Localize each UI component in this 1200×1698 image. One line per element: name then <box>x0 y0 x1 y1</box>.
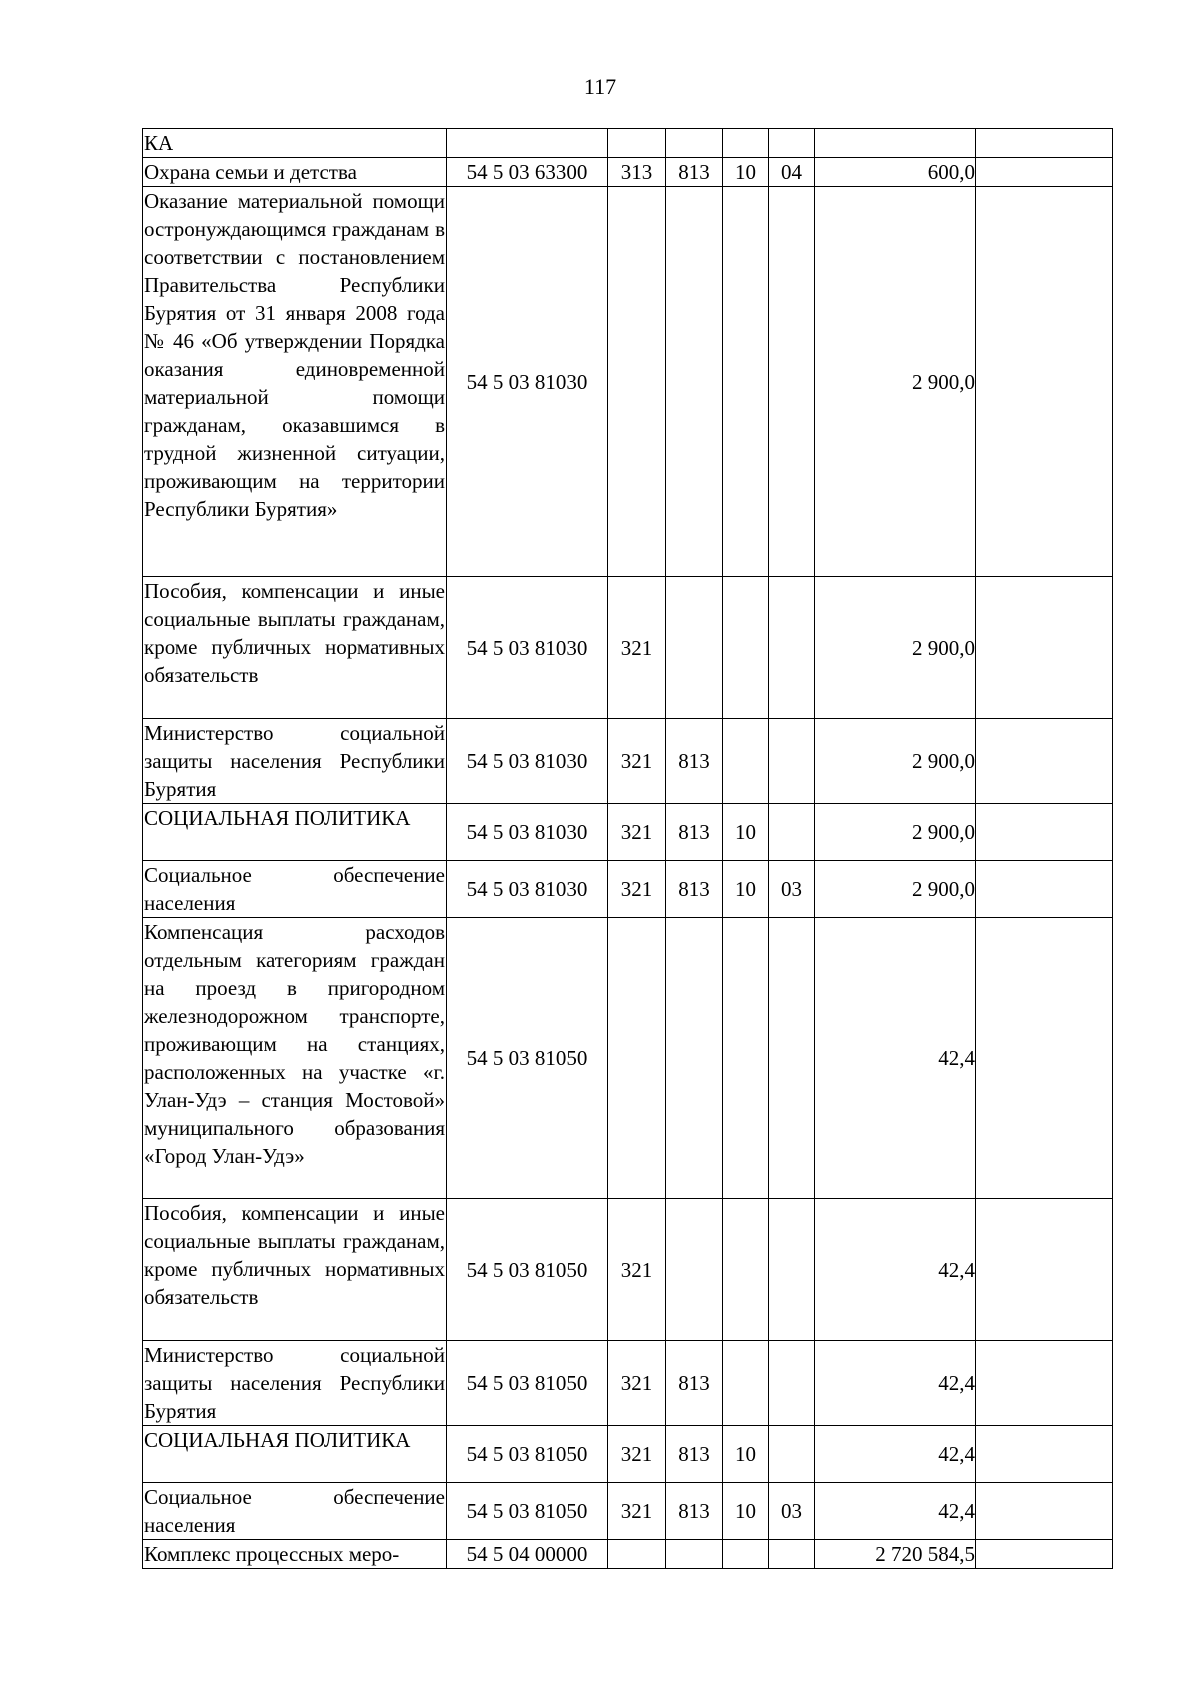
subsection-cell <box>769 129 815 158</box>
administrator-cell: 813 <box>666 1426 723 1483</box>
amount-cell: 42,4 <box>815 918 976 1199</box>
amount-cell: 600,0 <box>815 158 976 187</box>
expense-type-cell: 321 <box>608 719 666 804</box>
subsection-cell <box>769 1199 815 1341</box>
section-cell <box>723 1341 769 1426</box>
subsection-cell: 03 <box>769 1483 815 1540</box>
amount-cell: 42,4 <box>815 1426 976 1483</box>
name-cell: СОЦИАЛЬНАЯ ПОЛИТИКА <box>143 1426 447 1483</box>
section-cell: 10 <box>723 804 769 861</box>
section-cell <box>723 577 769 719</box>
budget-table <box>142 128 1113 1569</box>
page-number: 117 <box>583 74 617 99</box>
expense-type-cell <box>608 918 666 1199</box>
empty-cell <box>976 158 1113 187</box>
amount-cell: 2 900,0 <box>815 577 976 719</box>
budget-table-body <box>143 129 1113 1569</box>
section-cell: 10 <box>723 861 769 918</box>
empty-cell <box>976 1426 1113 1483</box>
amount-cell: 2 720 584,5 <box>815 1540 976 1569</box>
table-row <box>143 158 1113 187</box>
table-row <box>143 1341 1113 1426</box>
table-row <box>143 1540 1113 1569</box>
table-row <box>143 918 1113 1199</box>
administrator-cell: 813 <box>666 1341 723 1426</box>
administrator-cell <box>666 918 723 1199</box>
name-cell: Компенсация расходов отдельным категориям граждан на проезд в пригородном железнодорожном транспорте, проживающим на станциях, расположенных на участке «г. Улан-Удэ – станция Мостовой» муниципального образования «Город Улан-Удэ» <box>143 918 447 1199</box>
target-article-cell: 54 5 03 81050 <box>447 918 608 1199</box>
target-article-cell: 54 5 03 81030 <box>447 861 608 918</box>
amount-cell: 2 900,0 <box>815 804 976 861</box>
subsection-cell <box>769 918 815 1199</box>
target-article-cell: 54 5 03 81030 <box>447 804 608 861</box>
administrator-cell <box>666 1540 723 1569</box>
subsection-cell <box>769 187 815 577</box>
section-cell: 10 <box>723 158 769 187</box>
name-cell: Социальное обеспечение населения <box>143 1483 447 1540</box>
amount-cell <box>815 129 976 158</box>
expense-type-cell <box>608 187 666 577</box>
empty-cell <box>976 129 1113 158</box>
name-cell: КА <box>143 129 447 158</box>
amount-cell: 2 900,0 <box>815 187 976 577</box>
expense-type-cell: 321 <box>608 861 666 918</box>
empty-cell <box>976 187 1113 577</box>
name-cell: Оказание материальной помощи остронуждающимся гражданам в соответствии с постановлением Правительства Республики Бурятия от 31 января 2008 года № 46 «Об утверждении Порядка оказания единовременной материальной помощи гражданам, оказавшимся в трудной жизненной ситуации, проживающим на территории Республики Бурятия» <box>143 187 447 577</box>
subsection-cell: 03 <box>769 861 815 918</box>
amount-cell: 42,4 <box>815 1341 976 1426</box>
section-cell <box>723 1199 769 1341</box>
target-article-cell: 54 5 03 81050 <box>447 1341 608 1426</box>
name-cell: Пособия, компенсации и иные социальные выплаты гражданам, кроме публичных нормативных обязательств <box>143 577 447 719</box>
subsection-cell <box>769 1540 815 1569</box>
section-cell <box>723 918 769 1199</box>
amount-cell: 42,4 <box>815 1483 976 1540</box>
target-article-cell: 54 5 03 81050 <box>447 1483 608 1540</box>
expense-type-cell: 321 <box>608 1483 666 1540</box>
table-row <box>143 1483 1113 1540</box>
expense-type-cell: 321 <box>608 804 666 861</box>
name-cell: Пособия, компенсации и иные социальные выплаты гражданам, кроме публичных нормативных обязательств <box>143 1199 447 1341</box>
administrator-cell: 813 <box>666 804 723 861</box>
target-article-cell: 54 5 03 63300 <box>447 158 608 187</box>
administrator-cell <box>666 129 723 158</box>
subsection-cell <box>769 1341 815 1426</box>
section-cell <box>723 1540 769 1569</box>
name-cell: СОЦИАЛЬНАЯ ПОЛИТИКА <box>143 804 447 861</box>
section-cell <box>723 129 769 158</box>
amount-cell: 2 900,0 <box>815 719 976 804</box>
name-cell: Социальное обеспечение населения <box>143 861 447 918</box>
subsection-cell <box>769 804 815 861</box>
administrator-cell: 813 <box>666 158 723 187</box>
empty-cell <box>976 1199 1113 1341</box>
name-cell: Комплекс процессных меро- <box>143 1540 447 1569</box>
administrator-cell: 813 <box>666 1483 723 1540</box>
name-cell: Министерство социальной защиты населения Республики Бурятия <box>143 719 447 804</box>
subsection-cell <box>769 577 815 719</box>
subsection-cell <box>769 719 815 804</box>
target-article-cell: 54 5 03 81030 <box>447 719 608 804</box>
administrator-cell <box>666 577 723 719</box>
target-article-cell: 54 5 03 81050 <box>447 1426 608 1483</box>
empty-cell <box>976 1483 1113 1540</box>
administrator-cell: 813 <box>666 719 723 804</box>
administrator-cell: 813 <box>666 861 723 918</box>
target-article-cell: 54 5 04 00000 <box>447 1540 608 1569</box>
expense-type-cell: 321 <box>608 1199 666 1341</box>
section-cell: 10 <box>723 1483 769 1540</box>
expense-type-cell <box>608 1540 666 1569</box>
table-row <box>143 1426 1113 1483</box>
subsection-cell: 04 <box>769 158 815 187</box>
table-row <box>143 1199 1113 1341</box>
empty-cell <box>976 804 1113 861</box>
name-cell: Охрана семьи и детства <box>143 158 447 187</box>
table-row <box>143 719 1113 804</box>
table-row <box>143 577 1113 719</box>
target-article-cell <box>447 129 608 158</box>
empty-cell <box>976 1540 1113 1569</box>
expense-type-cell: 321 <box>608 577 666 719</box>
table-row <box>143 187 1113 577</box>
section-cell: 10 <box>723 1426 769 1483</box>
administrator-cell <box>666 187 723 577</box>
expense-type-cell: 321 <box>608 1341 666 1426</box>
target-article-cell: 54 5 03 81030 <box>447 187 608 577</box>
administrator-cell <box>666 1199 723 1341</box>
table-row <box>143 861 1113 918</box>
amount-cell: 2 900,0 <box>815 861 976 918</box>
empty-cell <box>976 1341 1113 1426</box>
empty-cell <box>976 918 1113 1199</box>
target-article-cell: 54 5 03 81050 <box>447 1199 608 1341</box>
table-row <box>143 129 1113 158</box>
table-row <box>143 804 1113 861</box>
empty-cell <box>976 861 1113 918</box>
expense-type-cell <box>608 129 666 158</box>
amount-cell: 42,4 <box>815 1199 976 1341</box>
expense-type-cell: 313 <box>608 158 666 187</box>
empty-cell <box>976 577 1113 719</box>
empty-cell <box>976 719 1113 804</box>
expense-type-cell: 321 <box>608 1426 666 1483</box>
section-cell <box>723 187 769 577</box>
section-cell <box>723 719 769 804</box>
name-cell: Министерство социальной защиты населения Республики Бурятия <box>143 1341 447 1426</box>
subsection-cell <box>769 1426 815 1483</box>
target-article-cell: 54 5 03 81030 <box>447 577 608 719</box>
